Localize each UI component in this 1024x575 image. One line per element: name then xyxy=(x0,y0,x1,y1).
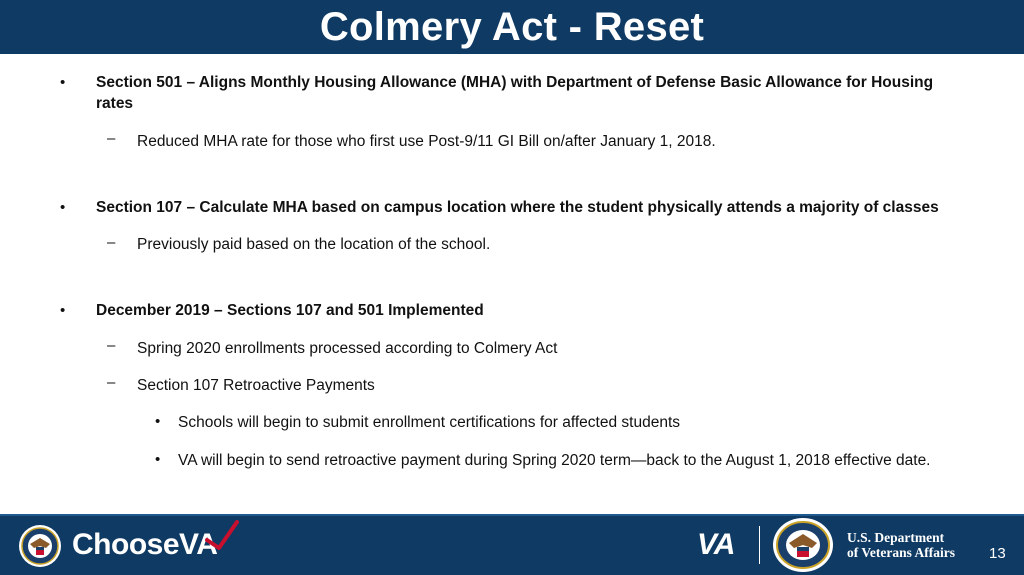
va-seal-icon xyxy=(772,517,834,573)
bullet-icon: • xyxy=(155,451,161,468)
sub-item: Previously paid based on the location of the school. xyxy=(137,236,491,253)
sub-item: Section 107 Retroactive Payments xyxy=(137,377,375,394)
footer-bar xyxy=(0,514,1024,575)
choose-va-accent: VA xyxy=(179,528,218,561)
logo-divider xyxy=(759,526,760,564)
bullet-icon: • xyxy=(60,74,66,91)
bullet-icon: • xyxy=(60,302,66,319)
dash-icon: – xyxy=(107,130,116,147)
dash-icon: – xyxy=(107,337,116,354)
sub-item: Spring 2020 enrollments processed according to Colmery Act xyxy=(137,340,558,357)
checkmark-accent-icon xyxy=(205,520,239,550)
va-logo: VA xyxy=(697,528,735,561)
bullet-item: Section 107 – Calculate MHA based on campus location where the student physically attends a majority of classes xyxy=(96,199,939,216)
bullet-item: December 2019 – Sections 107 and 501 Implemented xyxy=(96,302,484,319)
bullet-icon: • xyxy=(60,199,66,216)
dash-icon: – xyxy=(107,374,116,391)
bullet-icon: • xyxy=(155,413,161,430)
bullet-item: Section 501 – Aligns Monthly Housing Allowance (MHA) with Department of Defense Basic Allowance for Housing rates xyxy=(96,74,934,112)
sub-item: Reduced MHA rate for those who first use Post-9/11 GI Bill on/after January 1, 2018. xyxy=(137,133,716,150)
page-number: 13 xyxy=(989,545,1006,562)
dash-icon: – xyxy=(107,234,116,251)
sub-sub-item: VA will begin to send retroactive payment during Spring 2020 term—back to the August 1, 2018 effective date. xyxy=(178,452,931,469)
slide-content xyxy=(0,54,1024,514)
choose-va-logo: ChooseVA xyxy=(72,528,218,561)
sub-sub-item: Schools will begin to submit enrollment certifications for affected students xyxy=(178,414,680,431)
va-seal-icon xyxy=(18,524,62,568)
title-bar xyxy=(0,0,1024,54)
slide-title: Colmery Act - Reset xyxy=(319,5,705,49)
dept-name: U.S. Department of Veterans Affairs xyxy=(847,530,955,560)
